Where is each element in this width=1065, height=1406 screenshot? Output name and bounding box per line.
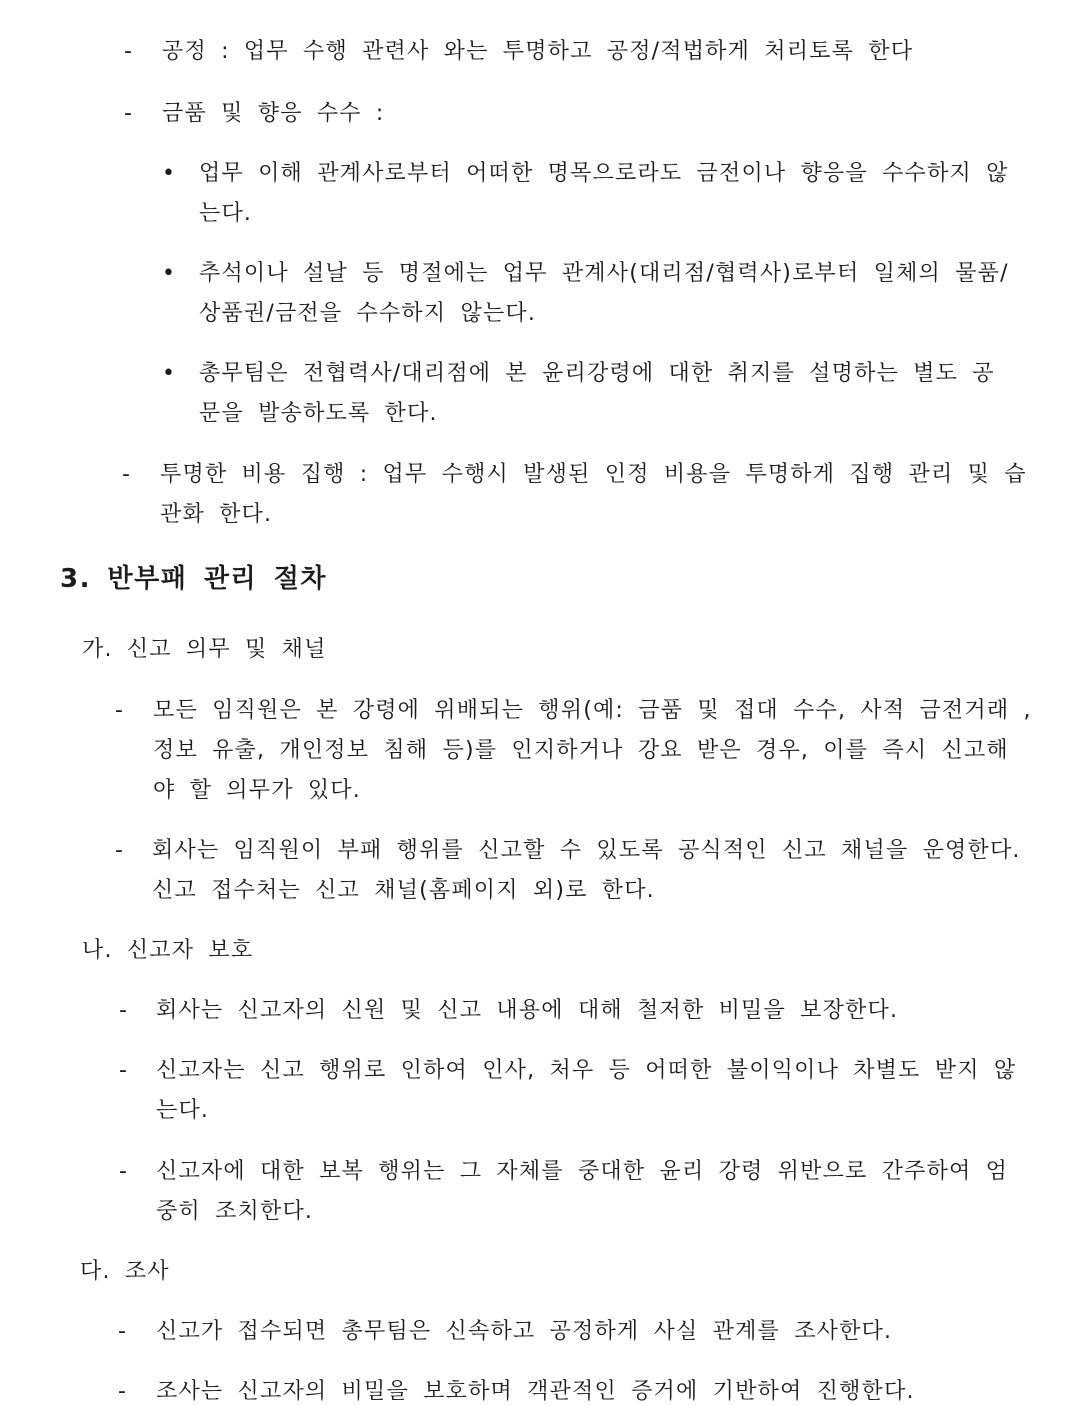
na-item-3-line-1: 신고자에 대한 보복 행위는 그 자체를 중대한 윤리 강령 위반으로 간주하여 엄 — [156, 1159, 1009, 1184]
da-item-2: 조사는 신고자의 비밀을 보호하며 객관적인 증거에 기반하여 진행한다. — [156, 1379, 915, 1404]
da-item-1: 신고가 접수되면 총무팀은 신속하고 공정하게 사실 관계를 조사한다. — [156, 1319, 893, 1344]
dash-marker: - — [119, 1058, 127, 1083]
bullet-marker: • — [162, 161, 175, 186]
na-item-2-line-1: 신고자는 신고 행위로 인하여 인사, 처우 등 어떠한 불이익이나 차별도 받지 않 — [156, 1058, 1017, 1083]
dash-marker: - — [124, 39, 132, 64]
bullet-marker: • — [162, 261, 175, 286]
ga-item-1-line-1: 모든 임직원은 본 강령에 위배되는 행위(예: 금품 및 접대 수수, 사적 금전거래 , — [153, 698, 1032, 723]
gift-bullet-2-line-1: 추석이나 설날 등 명절에는 업무 관계사(대리점/협력사)로부터 일체의 물품/ — [199, 261, 1009, 286]
dash-marker: - — [119, 998, 127, 1023]
ga-item-2-line-2: 신고 접수처는 신고 채널(홈페이지 외)로 한다. — [152, 878, 655, 903]
dash-marker: - — [122, 462, 130, 487]
ga-item-1-line-2: 정보 유출, 개인정보 침해 등)를 인지하거나 강요 받은 경우, 이를 즉시 신고해 — [153, 738, 1009, 763]
dash-marker: - — [119, 1159, 127, 1184]
section-3-heading: 3. 반부패 관리 절차 — [60, 564, 327, 594]
expense-line-1: 투명한 비용 집행 : 업무 수행시 발생된 인정 비용을 투명하게 집행 관리 및 습 — [160, 462, 1027, 487]
dash-marker: - — [118, 1319, 126, 1344]
na-item-3-line-2: 중히 조치한다. — [156, 1199, 314, 1224]
dash-marker: - — [115, 698, 123, 723]
subsection-ga-heading: 가. 신고 의무 및 채널 — [82, 637, 327, 662]
fairness-line: 공정 : 업무 수행 관련사 와는 투명하고 공정/적법하게 처리토록 한다 — [162, 39, 914, 64]
gift-bullet-3-line-1: 총무팀은 전협력사/대리점에 본 윤리강령에 대한 취지를 설명하는 별도 공 — [199, 361, 995, 386]
gifts-title: 금품 및 향응 수수 : — [162, 101, 385, 126]
dash-marker: - — [124, 101, 132, 126]
bullet-marker: • — [162, 361, 175, 386]
dash-marker: - — [118, 1379, 126, 1404]
gift-bullet-2-line-2: 상품권/금전을 수수하지 않는다. — [199, 301, 537, 326]
na-item-1: 회사는 신고자의 신원 및 신고 내용에 대해 철저한 비밀을 보장한다. — [156, 998, 899, 1023]
ga-item-1-line-3: 야 할 의무가 있다. — [153, 778, 361, 803]
expense-line-2: 관화 한다. — [160, 502, 273, 527]
na-item-2-line-2: 는다. — [156, 1098, 210, 1123]
ga-item-2-line-1: 회사는 임직원이 부패 행위를 신고할 수 있도록 공식적인 신고 채널을 운영한다. — [152, 838, 1021, 863]
gift-bullet-1-line-1: 업무 이해 관계사로부터 어떠한 명목으로라도 금전이나 향응을 수수하지 않 — [199, 161, 1009, 186]
dash-marker: - — [115, 838, 123, 863]
gift-bullet-3-line-2: 문을 발송하도록 한다. — [199, 401, 438, 426]
gift-bullet-1-line-2: 는다. — [199, 201, 253, 226]
subsection-da-heading: 다. 조사 — [80, 1259, 170, 1284]
subsection-na-heading: 나. 신고자 보호 — [82, 938, 254, 963]
